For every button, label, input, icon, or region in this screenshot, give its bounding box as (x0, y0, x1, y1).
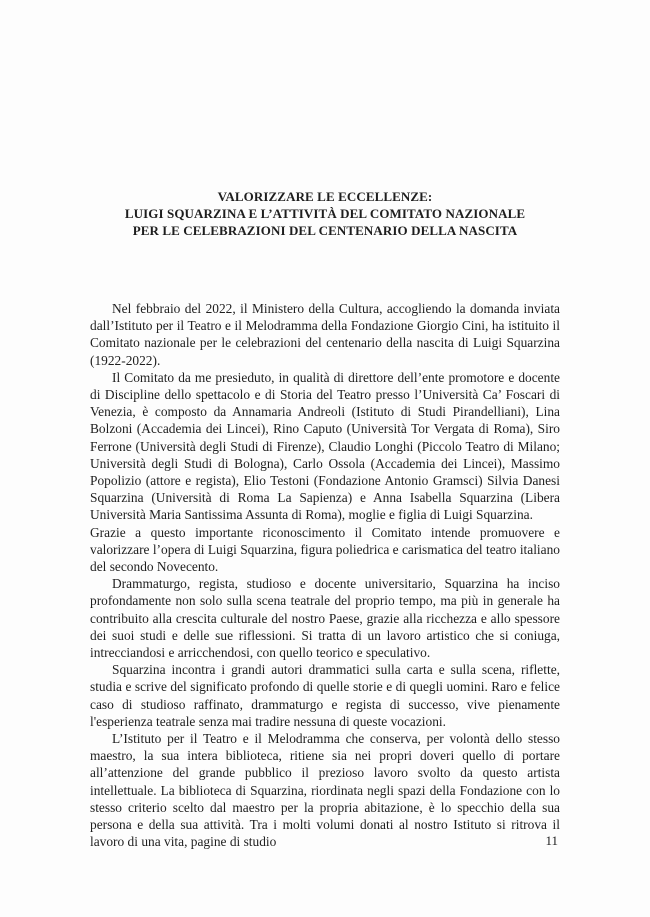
body-text (90, 300, 560, 851)
paragraph: Grazie a questo importante riconoscimento il Comitato intende promuovere e valorizzare l’opera di Luigi Squarzina, figura poliedrica e carismatica del teatro italiano del secondo Novecento. (90, 524, 560, 575)
paragraph: Il Comitato da me presieduto, in qualità di direttore dell’ente promotore e docente di Discipline dello spettacolo e di Storia del Teatro presso l’Università Ca’ Foscari di Venezia, è composto da Annamaria Andreoli (Istituto di Studi Pirandelliani), Lina Bolzoni (Accademia dei Lincei), Rino Caputo (Università Tor Vergata di Roma), Siro Ferrone (Università degli Studi di Firenze), Claudio Longhi (Piccolo Teatro di Milano; Università degli Studi di Bologna), Carlo Ossola (Accademia dei Lincei), Massimo Popolizio (attore e regista), Elio Testoni (Fondazione Antonio Gramsci) Silvia Danesi Squarzina (Università di Roma La Sapienza) e Anna Isabella Squarzina (Libera Università Maria Santissima Assunta di Roma), moglie e figlia di Luigi Squarzina. (90, 369, 560, 523)
chapter-heading (90, 188, 560, 239)
paragraph: Nel febbraio del 2022, il Ministero della Cultura, accogliendo la domanda inviata dall’Istituto per il Teatro e il Melodramma della Fondazione Giorgio Cini, ha istituito il Comitato nazionale per le celebrazioni del centenario della nascita di Luigi Squarzina (1922-2022). (90, 301, 560, 368)
heading-line-2: LUIGI SQUARZINA E L’ATTIVITÀ DEL COMITATO NAZIONALE (124, 206, 526, 221)
heading-line-1: VALORIZZARE LE ECCELLENZE: (217, 189, 433, 204)
paragraph: Squarzina incontra i grandi autori drammatici sulla carta e sulla scena, riflette, studia e scrive del significato profondo di quelle storie e di quegli uomini. Raro e felice caso di studioso raffinato, drammaturgo e regista di successo, vive pienamente l'esperienza teatrale senza mai tradire nessuna di queste vocazioni. (90, 662, 560, 729)
paragraph: L’Istituto per il Teatro e il Melodramma che conserva, per volontà dello stesso maestro, la sua intera biblioteca, ritiene sia nei propri doveri quello di portare all’attenzione del grande pubblico il prezioso lavoro svolto da questo artista intellettuale. La biblioteca di Squarzina, riordinata negli spazi della Fondazione con lo stesso criterio scelto dal maestro per la propria abitazione, è lo specchio della sua persona e della sua attività. Tra i molti volumi donati al nostro Istituto si ritrova il lavoro di una vita, pagine di studio (90, 731, 560, 850)
heading-line-3: PER LE CELEBRAZIONI DEL CENTENARIO DELLA NASCITA (132, 223, 518, 238)
paragraph: Drammaturgo, regista, studioso e docente universitario, Squarzina ha inciso profondamente non solo sulla scena teatrale del proprio tempo, ma più in generale ha contribuito alla crescita culturale del nostro Paese, grazie alla ricchezza e allo spessore dei suoi studi e delle sue riflessioni. Si tratta di un lavoro artistico che si coniuga, intrecciandosi e arricchendosi, con quello teorico e speculativo. (90, 576, 560, 661)
page-number: 11 (545, 833, 558, 848)
